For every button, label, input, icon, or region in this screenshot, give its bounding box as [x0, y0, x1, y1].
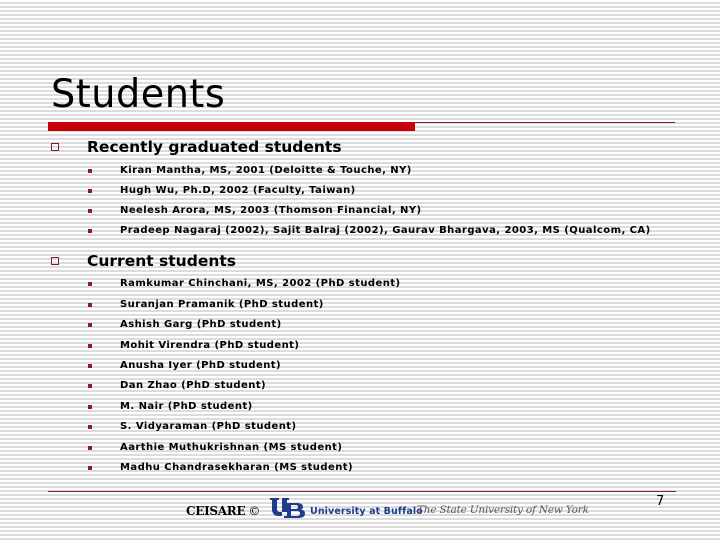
page-number: 7 [656, 494, 665, 509]
square-bullet-icon [88, 229, 92, 233]
university-subtitle: The State University of New York [417, 504, 589, 516]
square-bullet-icon [88, 169, 92, 173]
square-bullet-icon [88, 209, 92, 213]
square-bullet-icon [88, 425, 92, 429]
square-bullet-icon [88, 323, 92, 327]
list-item-label: Ramkumar Chinchani, MS, 2002 (PhD student) [120, 278, 401, 289]
hollow-square-icon [51, 143, 59, 151]
list-item [0, 297, 720, 313]
list-item [0, 203, 720, 219]
list-item-label: Hugh Wu, Ph.D, 2002 (Faculty, Taiwan) [120, 185, 356, 196]
section-heading-current [0, 251, 720, 273]
footer-org [186, 504, 260, 518]
ub-logo-icon [269, 497, 307, 519]
square-bullet-icon [88, 282, 92, 286]
list-item-label: Ashish Garg (PhD student) [120, 319, 282, 330]
list-item-label: Pradeep Nagaraj (2002), Sajit Balraj (2002), Gaurav Bhargava, 2003, MS (Qualcom, CA) [120, 225, 651, 236]
list-item-label: Neelesh Arora, MS, 2003 (Thomson Financial, NY) [120, 205, 422, 216]
list-item-label: Aarthie Muthukrishnan (MS student) [120, 442, 343, 453]
list-item [0, 223, 720, 239]
square-bullet-icon [88, 405, 92, 409]
list-item [0, 338, 720, 354]
square-bullet-icon [88, 384, 92, 388]
copyright-symbol: © [248, 504, 261, 518]
list-item-label: Madhu Chandrasekharan (MS student) [120, 462, 354, 473]
square-bullet-icon [88, 344, 92, 348]
list-item-label: Mohit Virendra (PhD student) [120, 340, 300, 351]
title-accent-bar [48, 122, 415, 131]
section-heading-recently-graduated [0, 137, 720, 159]
list-item [0, 317, 720, 333]
list-item [0, 419, 720, 435]
list-item [0, 358, 720, 374]
list-item-label: Kiran Mantha, MS, 2001 (Deloitte & Touche, NY) [120, 165, 412, 176]
footer-org-label: CEISARE [186, 504, 246, 518]
list-item-label: Anusha Iyer (PhD student) [120, 360, 282, 371]
university-name: University at Buffalo [310, 506, 423, 517]
square-bullet-icon [88, 466, 92, 470]
hollow-square-icon [51, 257, 59, 265]
list-item [0, 460, 720, 476]
list-item [0, 183, 720, 199]
list-item [0, 399, 720, 415]
square-bullet-icon [88, 364, 92, 368]
list-item [0, 276, 720, 292]
footer-divider [48, 491, 676, 492]
list-item-label: M. Nair (PhD student) [120, 401, 253, 412]
list-item-label: Suranjan Pramanik (PhD student) [120, 299, 324, 310]
slide-title: Students [51, 72, 226, 117]
square-bullet-icon [88, 303, 92, 307]
list-item [0, 378, 720, 394]
list-item [0, 163, 720, 179]
section-heading-label: Recently graduated students [87, 138, 342, 156]
list-item [0, 440, 720, 456]
section-heading-label: Current students [87, 252, 236, 270]
list-item-label: Dan Zhao (PhD student) [120, 380, 267, 391]
square-bullet-icon [88, 446, 92, 450]
square-bullet-icon [88, 189, 92, 193]
list-item-label: S. Vidyaraman (PhD student) [120, 421, 297, 432]
